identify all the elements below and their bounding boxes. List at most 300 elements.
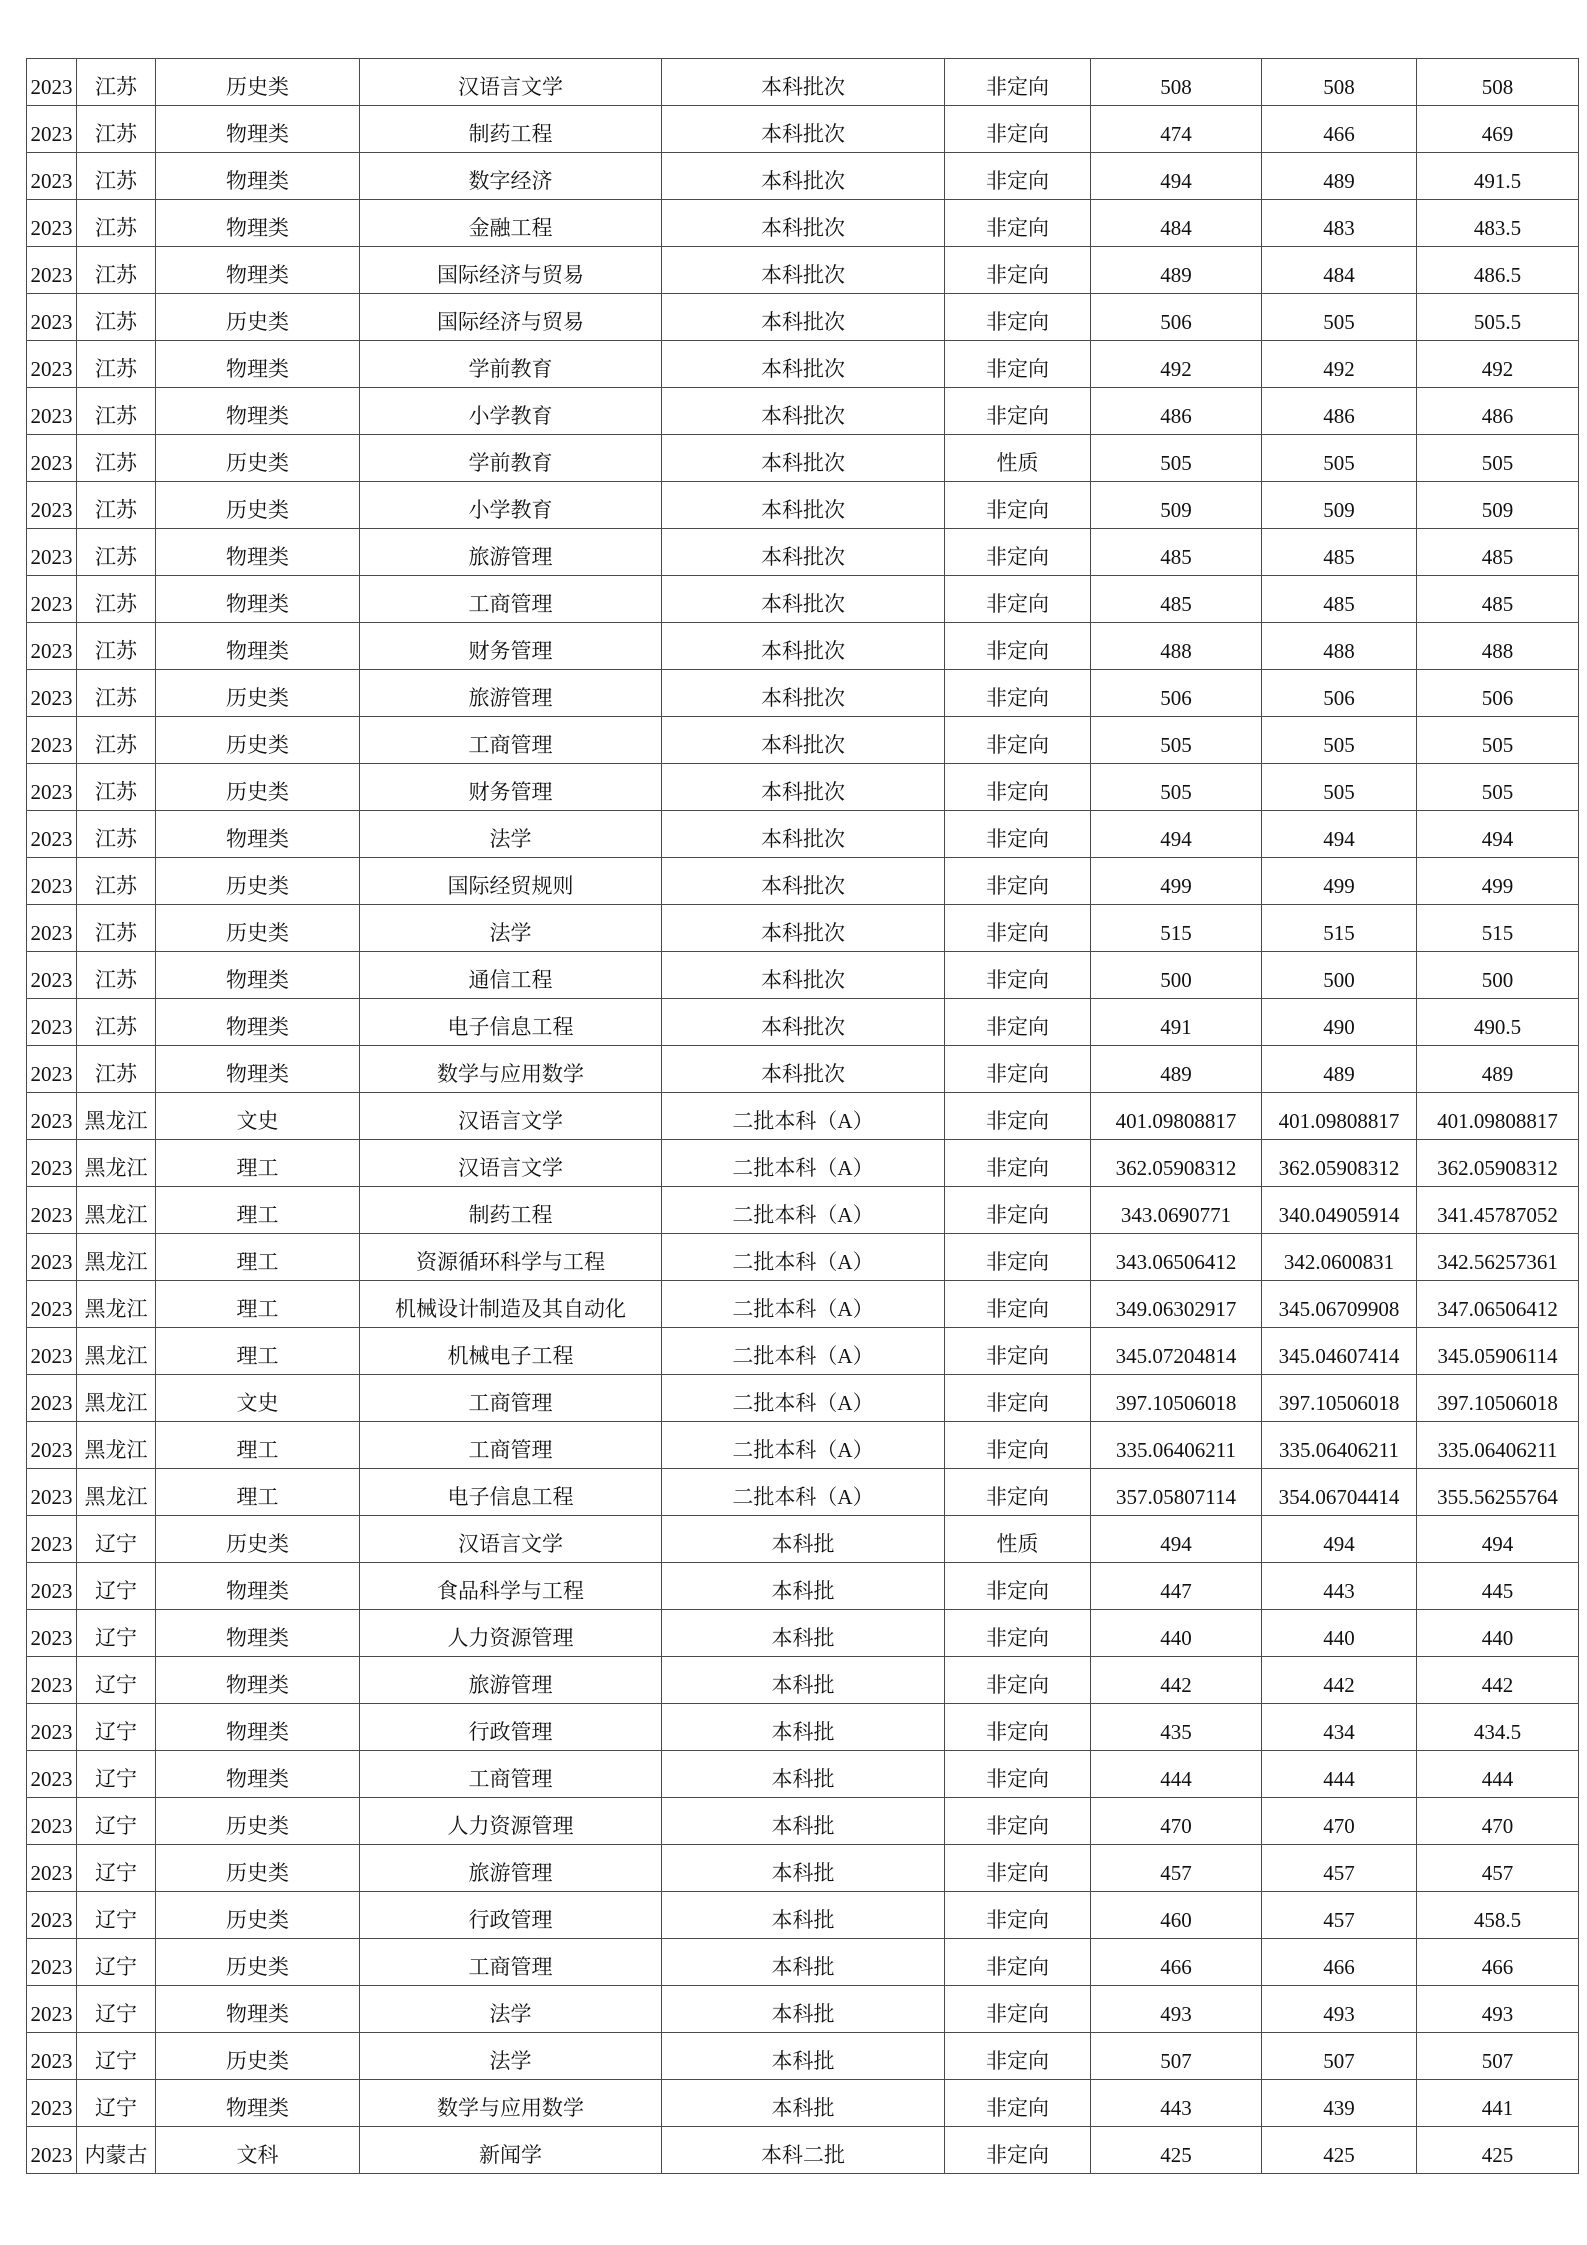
cell-enrollment-type: 非定向 — [945, 59, 1091, 106]
cell-batch: 二批本科（A） — [662, 1281, 945, 1328]
cell-subject-category: 历史类 — [156, 1516, 360, 1563]
cell-year: 2023 — [27, 670, 77, 717]
cell-score-3: 458.5 — [1417, 1892, 1579, 1939]
cell-year: 2023 — [27, 247, 77, 294]
table-row — [27, 388, 1579, 435]
table-row — [27, 1234, 1579, 1281]
cell-province: 江苏 — [77, 858, 156, 905]
cell-year: 2023 — [27, 1422, 77, 1469]
cell-enrollment-type: 非定向 — [945, 1328, 1091, 1375]
cell-year: 2023 — [27, 1328, 77, 1375]
cell-enrollment-type: 性质 — [945, 435, 1091, 482]
cell-batch: 本科批次 — [662, 59, 945, 106]
cell-score-3: 499 — [1417, 858, 1579, 905]
cell-major: 小学教育 — [360, 482, 662, 529]
cell-year: 2023 — [27, 200, 77, 247]
cell-batch: 本科批次 — [662, 999, 945, 1046]
cell-subject-category: 物理类 — [156, 200, 360, 247]
cell-score-3: 491.5 — [1417, 153, 1579, 200]
cell-score-3: 425 — [1417, 2127, 1579, 2174]
cell-province: 江苏 — [77, 200, 156, 247]
cell-subject-category: 文史 — [156, 1375, 360, 1422]
table-row — [27, 247, 1579, 294]
cell-subject-category: 物理类 — [156, 106, 360, 153]
admission-score-table — [26, 58, 1579, 2174]
cell-province: 辽宁 — [77, 2033, 156, 2080]
cell-subject-category: 理工 — [156, 1281, 360, 1328]
cell-score-2: 434 — [1262, 1704, 1417, 1751]
cell-year: 2023 — [27, 1516, 77, 1563]
table-body — [27, 59, 1579, 2174]
cell-subject-category: 理工 — [156, 1469, 360, 1516]
cell-batch: 本科批次 — [662, 717, 945, 764]
cell-subject-category: 物理类 — [156, 341, 360, 388]
cell-score-3: 494 — [1417, 1516, 1579, 1563]
cell-year: 2023 — [27, 1892, 77, 1939]
cell-year: 2023 — [27, 59, 77, 106]
cell-score-1: 488 — [1091, 623, 1262, 670]
cell-score-3: 347.06506412 — [1417, 1281, 1579, 1328]
cell-batch: 本科批次 — [662, 153, 945, 200]
cell-subject-category: 物理类 — [156, 1704, 360, 1751]
cell-score-2: 506 — [1262, 670, 1417, 717]
table-row — [27, 1046, 1579, 1093]
cell-score-2: 335.06406211 — [1262, 1422, 1417, 1469]
cell-score-1: 489 — [1091, 1046, 1262, 1093]
cell-major: 法学 — [360, 1986, 662, 2033]
cell-major: 制药工程 — [360, 106, 662, 153]
cell-score-2: 485 — [1262, 576, 1417, 623]
cell-year: 2023 — [27, 2127, 77, 2174]
table-row — [27, 1516, 1579, 1563]
cell-score-3: 493 — [1417, 1986, 1579, 2033]
cell-enrollment-type: 非定向 — [945, 153, 1091, 200]
cell-score-3: 505 — [1417, 764, 1579, 811]
cell-year: 2023 — [27, 1469, 77, 1516]
cell-year: 2023 — [27, 1375, 77, 1422]
cell-score-3: 489 — [1417, 1046, 1579, 1093]
cell-score-3: 434.5 — [1417, 1704, 1579, 1751]
table-row — [27, 1328, 1579, 1375]
cell-year: 2023 — [27, 435, 77, 482]
cell-score-2: 345.06709908 — [1262, 1281, 1417, 1328]
cell-score-3: 469 — [1417, 106, 1579, 153]
cell-batch: 二批本科（A） — [662, 1140, 945, 1187]
cell-score-1: 335.06406211 — [1091, 1422, 1262, 1469]
cell-year: 2023 — [27, 1140, 77, 1187]
cell-year: 2023 — [27, 1610, 77, 1657]
cell-batch: 本科批 — [662, 1845, 945, 1892]
cell-year: 2023 — [27, 764, 77, 811]
cell-province: 江苏 — [77, 482, 156, 529]
cell-score-2: 489 — [1262, 153, 1417, 200]
cell-score-2: 507 — [1262, 2033, 1417, 2080]
cell-year: 2023 — [27, 623, 77, 670]
cell-batch: 二批本科（A） — [662, 1093, 945, 1140]
cell-score-3: 505.5 — [1417, 294, 1579, 341]
cell-subject-category: 历史类 — [156, 1892, 360, 1939]
cell-enrollment-type: 非定向 — [945, 1140, 1091, 1187]
cell-year: 2023 — [27, 341, 77, 388]
cell-major: 工商管理 — [360, 1375, 662, 1422]
table-row — [27, 341, 1579, 388]
cell-major: 法学 — [360, 811, 662, 858]
cell-subject-category: 理工 — [156, 1187, 360, 1234]
cell-score-2: 489 — [1262, 1046, 1417, 1093]
cell-province: 黑龙江 — [77, 1234, 156, 1281]
cell-batch: 本科批 — [662, 1751, 945, 1798]
cell-major: 工商管理 — [360, 717, 662, 764]
cell-score-1: 486 — [1091, 388, 1262, 435]
cell-subject-category: 理工 — [156, 1328, 360, 1375]
cell-score-2: 397.10506018 — [1262, 1375, 1417, 1422]
cell-enrollment-type: 非定向 — [945, 905, 1091, 952]
cell-major: 学前教育 — [360, 341, 662, 388]
cell-year: 2023 — [27, 576, 77, 623]
cell-enrollment-type: 非定向 — [945, 670, 1091, 717]
cell-score-2: 505 — [1262, 435, 1417, 482]
table-row — [27, 952, 1579, 999]
cell-year: 2023 — [27, 999, 77, 1046]
cell-major: 旅游管理 — [360, 1845, 662, 1892]
cell-score-3: 508 — [1417, 59, 1579, 106]
cell-major: 旅游管理 — [360, 670, 662, 717]
cell-subject-category: 历史类 — [156, 294, 360, 341]
cell-score-3: 485 — [1417, 529, 1579, 576]
cell-enrollment-type: 非定向 — [945, 1234, 1091, 1281]
cell-score-2: 505 — [1262, 294, 1417, 341]
cell-enrollment-type: 非定向 — [945, 1704, 1091, 1751]
cell-batch: 二批本科（A） — [662, 1328, 945, 1375]
cell-major: 财务管理 — [360, 764, 662, 811]
cell-batch: 本科批 — [662, 1516, 945, 1563]
cell-year: 2023 — [27, 1234, 77, 1281]
cell-year: 2023 — [27, 1046, 77, 1093]
cell-score-2: 444 — [1262, 1751, 1417, 1798]
cell-enrollment-type: 非定向 — [945, 999, 1091, 1046]
cell-score-1: 484 — [1091, 200, 1262, 247]
cell-subject-category: 历史类 — [156, 59, 360, 106]
table-row — [27, 106, 1579, 153]
cell-year: 2023 — [27, 717, 77, 764]
cell-province: 辽宁 — [77, 1845, 156, 1892]
cell-score-3: 494 — [1417, 811, 1579, 858]
cell-province: 江苏 — [77, 388, 156, 435]
cell-year: 2023 — [27, 529, 77, 576]
table-row — [27, 764, 1579, 811]
cell-enrollment-type: 非定向 — [945, 1798, 1091, 1845]
cell-enrollment-type: 性质 — [945, 1516, 1091, 1563]
cell-score-3: 440 — [1417, 1610, 1579, 1657]
cell-province: 江苏 — [77, 764, 156, 811]
cell-score-3: 505 — [1417, 435, 1579, 482]
cell-score-3: 345.05906114 — [1417, 1328, 1579, 1375]
cell-year: 2023 — [27, 1798, 77, 1845]
table-row — [27, 1798, 1579, 1845]
cell-province: 黑龙江 — [77, 1281, 156, 1328]
cell-subject-category: 理工 — [156, 1234, 360, 1281]
cell-year: 2023 — [27, 1939, 77, 1986]
cell-score-1: 506 — [1091, 670, 1262, 717]
cell-score-2: 401.09808817 — [1262, 1093, 1417, 1140]
cell-score-2: 485 — [1262, 529, 1417, 576]
cell-year: 2023 — [27, 1704, 77, 1751]
cell-score-1: 505 — [1091, 717, 1262, 764]
cell-major: 旅游管理 — [360, 529, 662, 576]
cell-batch: 本科批次 — [662, 106, 945, 153]
cell-batch: 本科批次 — [662, 905, 945, 952]
cell-batch: 本科二批 — [662, 2127, 945, 2174]
cell-enrollment-type: 非定向 — [945, 106, 1091, 153]
cell-score-2: 466 — [1262, 106, 1417, 153]
cell-batch: 二批本科（A） — [662, 1422, 945, 1469]
cell-enrollment-type: 非定向 — [945, 2033, 1091, 2080]
cell-score-3: 341.45787052 — [1417, 1187, 1579, 1234]
cell-province: 辽宁 — [77, 1704, 156, 1751]
cell-score-1: 505 — [1091, 764, 1262, 811]
cell-subject-category: 物理类 — [156, 153, 360, 200]
cell-major: 电子信息工程 — [360, 1469, 662, 1516]
table-row — [27, 1704, 1579, 1751]
cell-major: 机械电子工程 — [360, 1328, 662, 1375]
cell-batch: 本科批次 — [662, 670, 945, 717]
cell-batch: 本科批次 — [662, 294, 945, 341]
cell-subject-category: 历史类 — [156, 482, 360, 529]
cell-major: 数学与应用数学 — [360, 2080, 662, 2127]
cell-year: 2023 — [27, 294, 77, 341]
cell-subject-category: 物理类 — [156, 999, 360, 1046]
cell-major: 通信工程 — [360, 952, 662, 999]
cell-year: 2023 — [27, 388, 77, 435]
cell-enrollment-type: 非定向 — [945, 200, 1091, 247]
cell-subject-category: 历史类 — [156, 670, 360, 717]
cell-enrollment-type: 非定向 — [945, 717, 1091, 764]
cell-batch: 本科批 — [662, 1704, 945, 1751]
cell-province: 辽宁 — [77, 1986, 156, 2033]
cell-major: 制药工程 — [360, 1187, 662, 1234]
cell-score-3: 441 — [1417, 2080, 1579, 2127]
cell-score-1: 499 — [1091, 858, 1262, 905]
cell-score-2: 345.04607414 — [1262, 1328, 1417, 1375]
cell-batch: 本科批 — [662, 2033, 945, 2080]
cell-score-1: 425 — [1091, 2127, 1262, 2174]
cell-major: 工商管理 — [360, 576, 662, 623]
cell-score-1: 474 — [1091, 106, 1262, 153]
table-row — [27, 1751, 1579, 1798]
table-row — [27, 153, 1579, 200]
table-row — [27, 435, 1579, 482]
cell-enrollment-type: 非定向 — [945, 811, 1091, 858]
cell-score-2: 342.0600831 — [1262, 1234, 1417, 1281]
cell-score-1: 362.05908312 — [1091, 1140, 1262, 1187]
table-row — [27, 576, 1579, 623]
cell-batch: 本科批 — [662, 1939, 945, 1986]
cell-province: 辽宁 — [77, 1892, 156, 1939]
cell-score-3: 470 — [1417, 1798, 1579, 1845]
cell-subject-category: 物理类 — [156, 811, 360, 858]
cell-batch: 本科批次 — [662, 482, 945, 529]
cell-score-2: 466 — [1262, 1939, 1417, 1986]
cell-enrollment-type: 非定向 — [945, 388, 1091, 435]
cell-score-1: 494 — [1091, 1516, 1262, 1563]
cell-batch: 二批本科（A） — [662, 1375, 945, 1422]
cell-enrollment-type: 非定向 — [945, 952, 1091, 999]
cell-enrollment-type: 非定向 — [945, 1469, 1091, 1516]
cell-batch: 本科批次 — [662, 811, 945, 858]
cell-score-2: 486 — [1262, 388, 1417, 435]
table-row — [27, 858, 1579, 905]
cell-province: 江苏 — [77, 811, 156, 858]
cell-major: 国际经贸规则 — [360, 858, 662, 905]
cell-subject-category: 物理类 — [156, 623, 360, 670]
table-row — [27, 999, 1579, 1046]
cell-batch: 本科批次 — [662, 247, 945, 294]
cell-enrollment-type: 非定向 — [945, 294, 1091, 341]
table-row — [27, 1986, 1579, 2033]
cell-score-3: 500 — [1417, 952, 1579, 999]
table-row — [27, 1563, 1579, 1610]
cell-province: 黑龙江 — [77, 1328, 156, 1375]
table-row — [27, 1469, 1579, 1516]
cell-enrollment-type: 非定向 — [945, 1939, 1091, 1986]
cell-year: 2023 — [27, 1986, 77, 2033]
cell-score-2: 499 — [1262, 858, 1417, 905]
cell-major: 新闻学 — [360, 2127, 662, 2174]
cell-score-3: 483.5 — [1417, 200, 1579, 247]
cell-major: 数学与应用数学 — [360, 1046, 662, 1093]
cell-major: 人力资源管理 — [360, 1798, 662, 1845]
cell-score-1: 442 — [1091, 1657, 1262, 1704]
cell-subject-category: 物理类 — [156, 2080, 360, 2127]
cell-year: 2023 — [27, 811, 77, 858]
table-row — [27, 717, 1579, 764]
cell-province: 黑龙江 — [77, 1093, 156, 1140]
cell-enrollment-type: 非定向 — [945, 1845, 1091, 1892]
cell-score-2: 494 — [1262, 811, 1417, 858]
cell-score-1: 494 — [1091, 153, 1262, 200]
cell-batch: 本科批次 — [662, 388, 945, 435]
cell-subject-category: 物理类 — [156, 1563, 360, 1610]
cell-province: 辽宁 — [77, 1939, 156, 1986]
cell-score-1: 466 — [1091, 1939, 1262, 1986]
cell-score-2: 509 — [1262, 482, 1417, 529]
cell-enrollment-type: 非定向 — [945, 1751, 1091, 1798]
cell-score-1: 460 — [1091, 1892, 1262, 1939]
table-row — [27, 1281, 1579, 1328]
cell-subject-category: 物理类 — [156, 529, 360, 576]
cell-province: 黑龙江 — [77, 1187, 156, 1234]
cell-province: 江苏 — [77, 153, 156, 200]
cell-score-2: 470 — [1262, 1798, 1417, 1845]
cell-score-1: 493 — [1091, 1986, 1262, 2033]
cell-subject-category: 物理类 — [156, 1986, 360, 2033]
cell-batch: 本科批次 — [662, 623, 945, 670]
cell-province: 辽宁 — [77, 1657, 156, 1704]
cell-enrollment-type: 非定向 — [945, 247, 1091, 294]
table-row — [27, 529, 1579, 576]
cell-province: 江苏 — [77, 952, 156, 999]
cell-score-1: 515 — [1091, 905, 1262, 952]
cell-province: 江苏 — [77, 905, 156, 952]
cell-major: 工商管理 — [360, 1422, 662, 1469]
cell-province: 辽宁 — [77, 1610, 156, 1657]
cell-batch: 二批本科（A） — [662, 1469, 945, 1516]
cell-province: 江苏 — [77, 435, 156, 482]
cell-province: 江苏 — [77, 341, 156, 388]
cell-major: 金融工程 — [360, 200, 662, 247]
table-row — [27, 905, 1579, 952]
cell-enrollment-type: 非定向 — [945, 1422, 1091, 1469]
cell-subject-category: 物理类 — [156, 952, 360, 999]
cell-province: 江苏 — [77, 294, 156, 341]
cell-score-2: 515 — [1262, 905, 1417, 952]
table-row — [27, 670, 1579, 717]
cell-score-1: 440 — [1091, 1610, 1262, 1657]
cell-province: 辽宁 — [77, 1563, 156, 1610]
cell-province: 江苏 — [77, 1046, 156, 1093]
cell-subject-category: 物理类 — [156, 1610, 360, 1657]
cell-year: 2023 — [27, 2033, 77, 2080]
cell-province: 江苏 — [77, 576, 156, 623]
cell-score-1: 435 — [1091, 1704, 1262, 1751]
cell-enrollment-type: 非定向 — [945, 482, 1091, 529]
cell-score-3: 492 — [1417, 341, 1579, 388]
table-row — [27, 59, 1579, 106]
cell-score-2: 492 — [1262, 341, 1417, 388]
cell-province: 辽宁 — [77, 2080, 156, 2127]
cell-subject-category: 物理类 — [156, 1046, 360, 1093]
cell-score-3: 507 — [1417, 2033, 1579, 2080]
cell-score-2: 505 — [1262, 717, 1417, 764]
cell-major: 行政管理 — [360, 1704, 662, 1751]
cell-batch: 本科批次 — [662, 529, 945, 576]
cell-year: 2023 — [27, 1563, 77, 1610]
cell-score-1: 508 — [1091, 59, 1262, 106]
cell-score-2: 439 — [1262, 2080, 1417, 2127]
cell-major: 行政管理 — [360, 1892, 662, 1939]
cell-score-3: 486.5 — [1417, 247, 1579, 294]
cell-score-2: 500 — [1262, 952, 1417, 999]
table-row — [27, 2033, 1579, 2080]
cell-subject-category: 历史类 — [156, 435, 360, 482]
cell-enrollment-type: 非定向 — [945, 1657, 1091, 1704]
cell-score-3: 445 — [1417, 1563, 1579, 1610]
cell-enrollment-type: 非定向 — [945, 2127, 1091, 2174]
cell-score-2: 340.04905914 — [1262, 1187, 1417, 1234]
cell-score-3: 515 — [1417, 905, 1579, 952]
cell-major: 法学 — [360, 2033, 662, 2080]
cell-year: 2023 — [27, 858, 77, 905]
cell-score-2: 440 — [1262, 1610, 1417, 1657]
cell-subject-category: 物理类 — [156, 388, 360, 435]
cell-batch: 本科批次 — [662, 435, 945, 482]
cell-major: 学前教育 — [360, 435, 662, 482]
cell-batch: 本科批次 — [662, 858, 945, 905]
table-row — [27, 200, 1579, 247]
cell-batch: 本科批 — [662, 1657, 945, 1704]
cell-year: 2023 — [27, 1657, 77, 1704]
cell-major: 汉语言文学 — [360, 1516, 662, 1563]
cell-batch: 二批本科（A） — [662, 1234, 945, 1281]
cell-score-2: 457 — [1262, 1845, 1417, 1892]
cell-province: 黑龙江 — [77, 1375, 156, 1422]
cell-score-1: 492 — [1091, 341, 1262, 388]
cell-score-2: 354.06704414 — [1262, 1469, 1417, 1516]
cell-major: 旅游管理 — [360, 1657, 662, 1704]
cell-province: 江苏 — [77, 529, 156, 576]
cell-score-2: 505 — [1262, 764, 1417, 811]
cell-subject-category: 物理类 — [156, 1657, 360, 1704]
